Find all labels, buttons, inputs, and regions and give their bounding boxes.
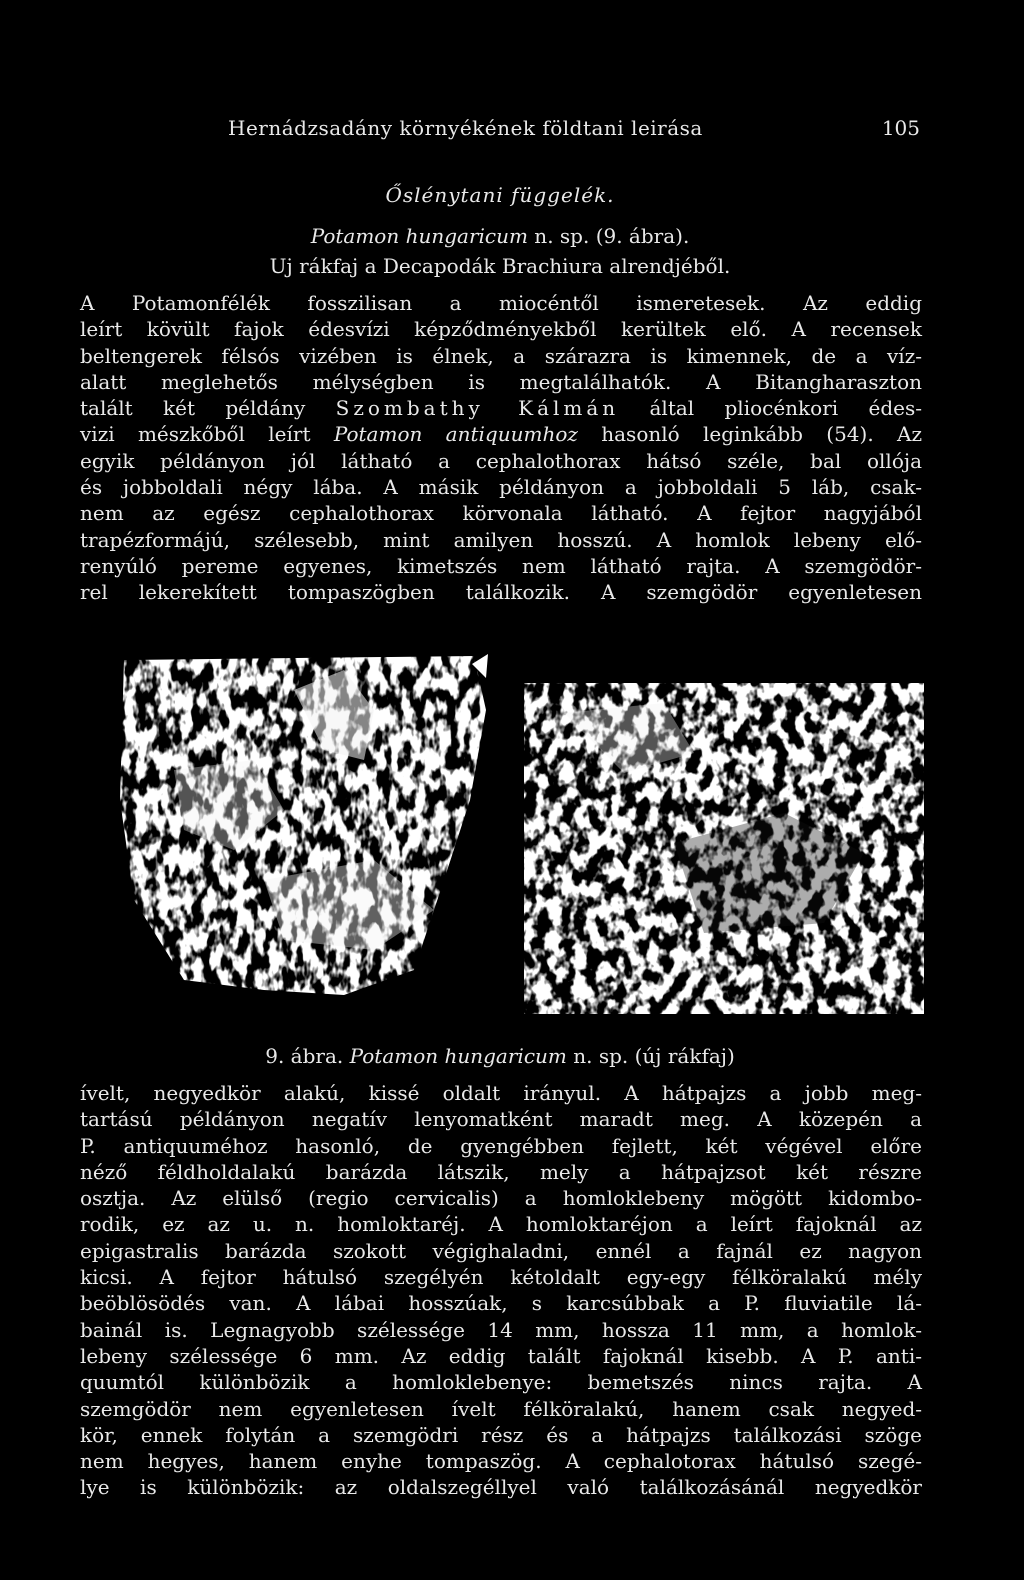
text-line: leírt kövült fajok édesvízi képződményekből kerültek elő. A recensek [80, 317, 922, 342]
running-title: Hernádzsadány környékének földtani leirása [228, 116, 703, 140]
text-line: alatt meglehetős mélységben is megtalálhatók. A Bitangharaszton [80, 369, 922, 394]
text-line: szemgödör nem egyenletesen ívelt félköralakú, hanem csak negyed- [80, 1396, 922, 1421]
text-line: rodik, ez az u. n. homloktaréj. A homloktaréjon a leírt fajoknál az [80, 1212, 922, 1237]
text-segment: hasonló leginkább (54). Az [577, 422, 922, 447]
text-segment: vizi mészkőből leírt [80, 422, 334, 447]
figure-species: Potamon hungaricum [349, 1044, 567, 1068]
figure-caption-rest: n. sp. (új rákfaj) [566, 1044, 735, 1068]
text-line [80, 395, 922, 421]
text-line: bainál is. Legnagyobb szélessége 14 mm, hossza 11 mm, a homlok- [80, 1317, 922, 1342]
author-name: Szombathy Kálmán [335, 396, 620, 421]
fossil-photo-right [524, 683, 924, 1014]
text-line: egyik példányon jól látható a cephalothorax hátsó széle, bal ollója [80, 448, 922, 473]
species-name: Potamon hungaricum [310, 224, 528, 248]
text-line: beöblösödés van. A lábai hosszúak, s karcsúbbak a P. fluviatile lá- [80, 1291, 922, 1316]
appendix-title: Őslénytani függelék. [385, 183, 615, 207]
subtitle: Uj rákfaj a Decapodák Brachiura alrendjéből. [269, 254, 731, 278]
text-line: rel lekerekített tompaszögben találkozik. A szemgödör egyenletesen [80, 580, 922, 605]
text-line: osztja. Az elülső (regio cervicalis) a homloklebeny mögött kidombo- [80, 1186, 922, 1211]
text-segment: által pliocénkori édes- [619, 396, 922, 421]
text-line: nem az egész cephalothorax körvonala látható. A fejtor nagyjából [80, 501, 922, 526]
text-segment: talált két példány [80, 396, 336, 421]
text-line: kicsi. A fejtor hátulsó szegélyén kétoldalt egy-egy félköralakú mély [80, 1265, 922, 1290]
text-line: lebeny szélessége 6 mm. Az eddig talált fajoknál kisebb. A P. anti- [80, 1343, 922, 1368]
text-line: tartású példányon negatív lenyomatként maradt meg. A közepén a [80, 1107, 922, 1132]
text-line: és jobboldali négy lába. A másik példányon a jobboldali 5 láb, csak- [80, 475, 922, 500]
text-line: néző féldholdalakú barázda látszik, mely a hátpajzsot két részre [80, 1159, 922, 1184]
text-line: P. antiquuméhoz hasonló, de gyengébben fejlett, két végével előre [80, 1133, 922, 1158]
text-line: beltengerek félsós vizében is élnek, a szárazra is kimennek, de a víz- [80, 343, 922, 368]
text-line: nem hegyes, hanem enyhe tompaszög. A cephalotorax hátulsó szegé- [80, 1449, 922, 1474]
paragraph-2 [80, 1080, 922, 1501]
species-heading [80, 224, 920, 248]
page-number: 105 [881, 116, 920, 140]
figure-caption [80, 1044, 920, 1068]
text-line: ívelt, negyedkör alakú, kissé oldalt irányul. A hátpajzs a jobb meg- [80, 1081, 922, 1105]
taxon-name: Potamon antiquumhoz [333, 422, 578, 447]
text-line: lye is különbözik: az oldalszegéllyel való találkozásánál negyedkör [80, 1475, 922, 1500]
text-line: quumtól különbözik a homloklebenye: bemetszés nincs rajta. A [80, 1370, 922, 1395]
text-line: epigastralis barázda szokott végighaladni, ennél a fajnál ez nagyon [80, 1238, 922, 1263]
figure-label: 9. ábra. [265, 1044, 350, 1068]
fossil-photo-left [114, 650, 490, 1005]
text-line: trapézformájú, szélesebb, mint amilyen hosszú. A homlok lebeny elő- [80, 527, 922, 552]
text-line [80, 421, 922, 447]
species-heading-rest: n. sp. (9. ábra). [527, 224, 690, 248]
text-line: renyúló pereme egyenes, kimetszés nem látható rajta. A szemgödör- [80, 553, 922, 578]
text-line: A Potamonfélék fosszilisan a miocéntől ismeretesek. Az eddig [80, 291, 922, 315]
text-line: kör, ennek folytán a szemgödri rész és a hátpajzs találkozási szöge [80, 1422, 922, 1447]
paragraph-1 [80, 290, 922, 606]
running-header [80, 116, 920, 144]
